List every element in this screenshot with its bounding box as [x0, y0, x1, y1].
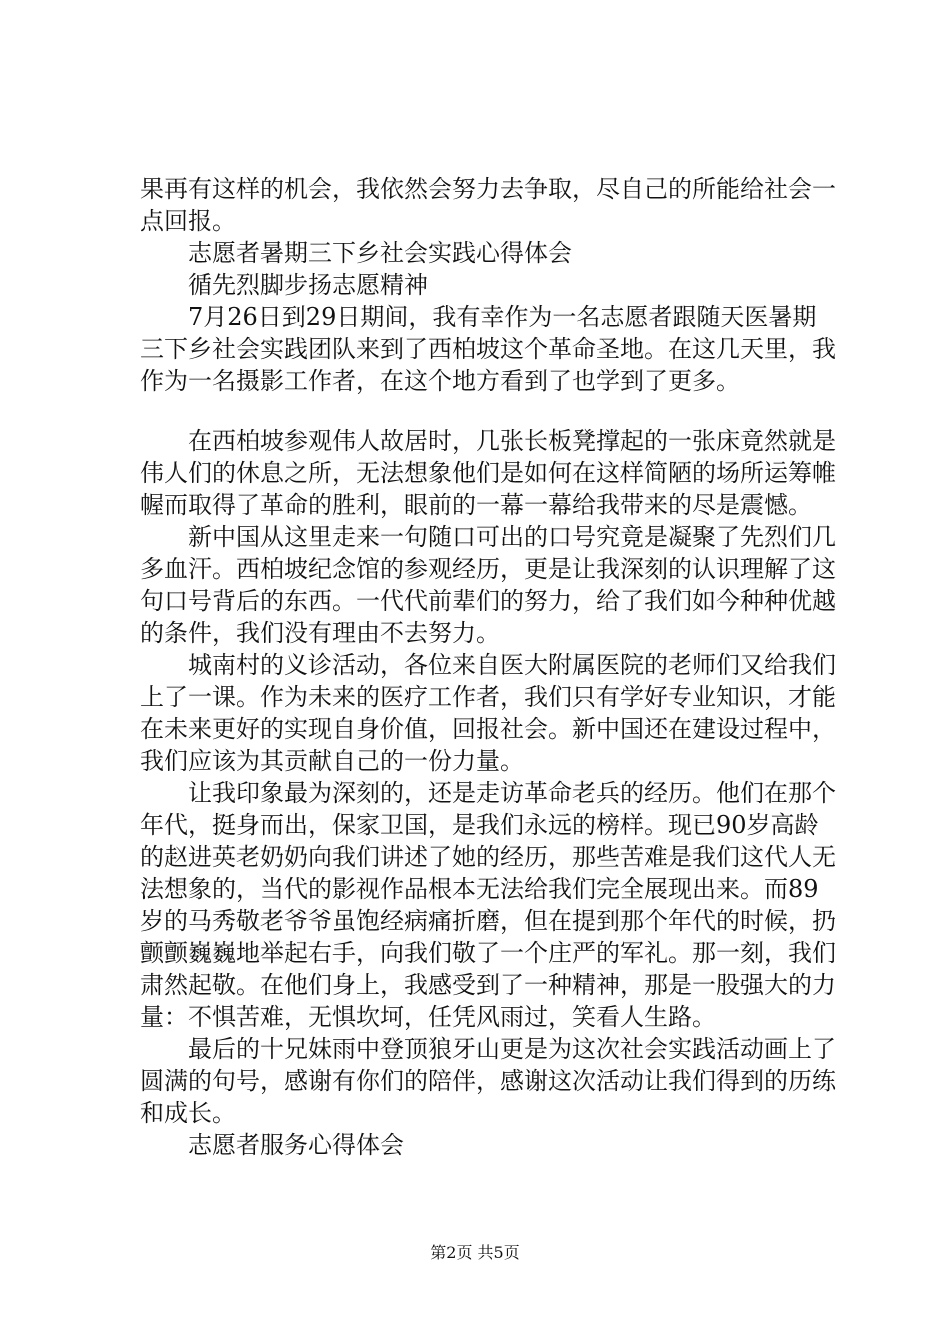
- paragraph-memorial: 新中国从这里走来一句随口可出的口号究竟是凝聚了先烈们几多血汗。西柏坡纪念馆的参观经历，更是让我深刻的认识理解了这句口号背后的东西。一代代前辈们的努力，给了我们如今种种优越的条件，我们没有理由不去努力。: [140, 523, 836, 647]
- paragraph-residence: 在西柏坡参观伟人故居时，几张长板凳撑起的一张床竟然就是伟人们的休息之所，无法想象他们是如何在这样简陋的场所运筹帷幄而取得了革命的胜利，眼前的一幕一幕给我带来的尽是震憾。: [140, 427, 836, 519]
- paragraph-clinic: 城南村的义诊活动，各位来自医大附属医院的老师们又给我们上了一课。作为未来的医疗工作者，我们只有学好专业知识，才能在未来更好的实现自身价值，回报社会。新中国还在建设过程中，我们应该为其贡献自己的一份力量。: [140, 651, 836, 775]
- section-title-next: 志愿者服务心得体会: [188, 1131, 404, 1159]
- paragraph-closing: 最后的十兄妹雨中登顶狼牙山更是为这次社会实践活动画上了圆满的句号，感谢有你们的陪伴，感谢这次活动让我们得到的历练和成长。: [140, 1035, 836, 1127]
- paragraph-intro: 7月26日到29日期间，我有幸作为一名志愿者跟随天医暑期三下乡社会实践团队来到了西柏坡这个革命圣地。在这几天里，我作为一名摄影工作者，在这个地方看到了也学到了更多。: [140, 303, 836, 395]
- page-footer: [0, 1243, 950, 1263]
- section-title: 志愿者暑期三下乡社会实践心得体会: [188, 239, 572, 267]
- page-number: 第2页 共5页: [430, 1243, 520, 1262]
- article-subtitle: 循先烈脚步扬志愿精神: [188, 271, 428, 299]
- document-body: [140, 173, 840, 1161]
- paragraph-continuation: 果再有这样的机会，我依然会努力去争取，尽自己的所能给社会一点回报。: [140, 175, 836, 235]
- paragraph-veterans: 让我印象最为深刻的，还是走访革命老兵的经历。他们在那个年代，挺身而出，保家卫国，是我们永远的榜样。现已90岁高龄的赵进英老奶奶向我们讲述了她的经历，那些苦难是我们这代人无法想象的，当代的影视作品根本无法给我们完全展现出来。而89岁的马秀敬老爷爷虽饱经病痛折磨，但在提到那个年代的时候，扔颤颤巍巍地举起右手，向我们敬了一个庄严的军礼。那一刻，我们肃然起敬。在他们身上，我感受到了一种精神，那是一股强大的力量：不惧苦难，无惧坎坷，任凭风雨过，笑看人生路。: [140, 779, 836, 1031]
